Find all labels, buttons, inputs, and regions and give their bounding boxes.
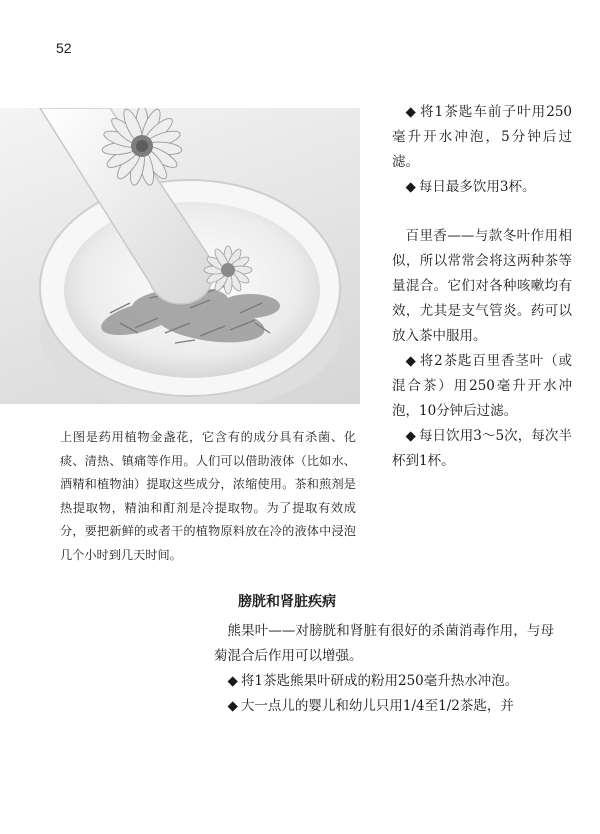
diamond-bullet-icon: ◆ bbox=[405, 353, 417, 369]
list-item: ◆ 将1茶匙车前子叶用250毫升开水冲泡，5分钟后过滤。 bbox=[392, 104, 572, 170]
section-paragraph: 熊果叶——对膀胱和肾脏有很好的杀菌消毒作用，与母菊混合后作用可以增强。 bbox=[214, 623, 554, 664]
diamond-bullet-icon: ◆ bbox=[227, 673, 238, 689]
diamond-bullet-icon: ◆ bbox=[405, 428, 416, 444]
list-item: ◆ 将1茶匙熊果叶研成的粉用250毫升热水冲泡。 bbox=[227, 673, 519, 689]
section-heading: 膀胱和肾脏疾病 bbox=[238, 594, 336, 610]
diamond-bullet-icon: ◆ bbox=[405, 104, 417, 120]
mortar-pestle-calendula-photo bbox=[0, 108, 360, 404]
page-number: 52 bbox=[56, 40, 72, 56]
figure-photo bbox=[0, 108, 360, 404]
list-item: ◆ 大一点儿的婴儿和幼儿只用1/4至1/2茶匙，并 bbox=[227, 698, 514, 714]
diamond-bullet-icon: ◆ bbox=[227, 698, 238, 714]
bladder-kidney-section bbox=[214, 590, 554, 719]
diamond-bullet-icon: ◆ bbox=[405, 179, 416, 195]
list-item: ◆ 每日最多饮用3杯。 bbox=[405, 179, 536, 195]
right-column bbox=[392, 100, 572, 474]
list-item: ◆ 将2茶匙百里香茎叶（或混合茶）用250毫升开水冲泡，10分钟后过滤。 bbox=[392, 353, 572, 419]
list-item: ◆ 每日饮用3～5次，每次半杯到1杯。 bbox=[392, 428, 572, 469]
figure-caption: 上图是药用植物金盏花，它含有的成分具有杀菌、化痰、清热、镇痛等作用。人们可以借助液体（比如水、酒精和植物油）提取这些成分，浓缩使用。茶和煎剂是热提取物，精油和酊剂是冷提取物。为了提取有效成分，要把新鲜的或者干的植物原料放在冷的液体中浸泡几个小时到几天时间。 bbox=[60, 430, 356, 562]
thyme-paragraph: 百里香——与款冬叶作用相似，所以常常会将这两种茶等量混合。它们对各种咳嗽均有效，尤其是支气管炎。药可以放入茶中服用。 bbox=[392, 228, 572, 344]
